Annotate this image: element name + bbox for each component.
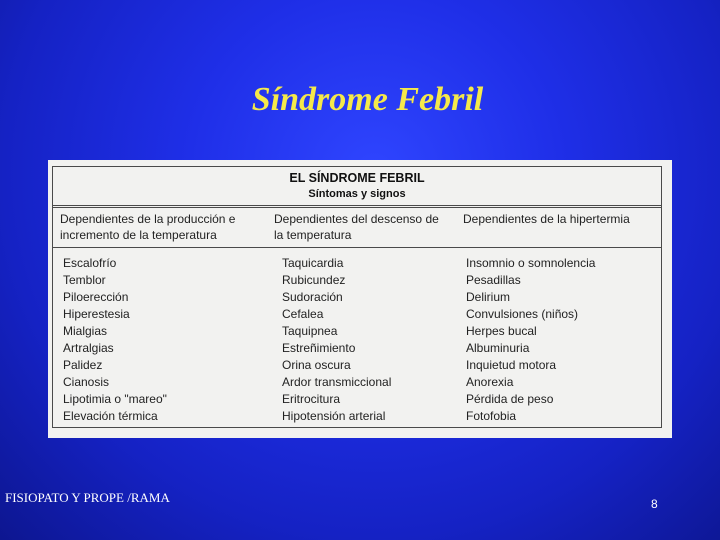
list-item: Escalofrío xyxy=(63,256,117,270)
list-item: Hipotensión arterial xyxy=(282,409,386,423)
table-divider xyxy=(53,205,661,206)
list-item: Ardor transmiccional xyxy=(282,375,392,389)
list-item: Hiperestesia xyxy=(63,307,130,321)
list-item: Pérdida de peso xyxy=(466,392,554,406)
table-divider xyxy=(53,247,661,248)
list-item: Piloerección xyxy=(63,290,129,304)
symptoms-table xyxy=(52,166,662,428)
list-item: Estreñimiento xyxy=(282,341,356,355)
list-item: Delirium xyxy=(466,290,511,304)
column-header-line: Dependientes de la hipertermia xyxy=(463,212,630,226)
column-header-descent xyxy=(274,211,439,243)
column-headers xyxy=(53,211,661,245)
symptoms-table-image xyxy=(48,160,672,438)
symptom-list-production xyxy=(63,255,167,425)
column-header-line: incremento de la temperatura xyxy=(60,228,217,242)
column-header-line: Dependientes de la producción e xyxy=(60,212,236,226)
list-item: Cefalea xyxy=(282,307,324,321)
list-item: Elevación térmica xyxy=(63,409,158,423)
symptom-list-descent xyxy=(282,255,391,425)
table-title: EL SÍNDROME FEBRIL xyxy=(289,171,425,185)
list-item: Temblor xyxy=(63,273,106,287)
list-item: Orina oscura xyxy=(282,358,351,372)
list-item: Artralgias xyxy=(63,341,114,355)
list-item: Herpes bucal xyxy=(466,324,537,338)
list-item: Cianosis xyxy=(63,375,110,389)
list-item: Albuminuria xyxy=(466,341,530,355)
symptom-list-hyperthermia xyxy=(466,255,595,425)
column-header-line: la temperatura xyxy=(274,228,352,242)
list-item: Eritrocitura xyxy=(282,392,341,406)
column-header-production xyxy=(60,211,235,243)
slide-title: Síndrome Febril xyxy=(251,81,484,118)
footer-text: FISIOPATO Y PROPE /RAMA xyxy=(5,490,170,505)
table-header xyxy=(53,167,661,205)
list-item: Taquicardia xyxy=(282,256,344,270)
list-item: Pesadillas xyxy=(466,273,521,287)
list-item: Mialgias xyxy=(63,324,108,338)
list-item: Inquietud motora xyxy=(466,358,557,372)
list-item: Taquipnea xyxy=(282,324,338,338)
list-item: Insomnio o somnolencia xyxy=(466,256,596,270)
page-number: 8 xyxy=(651,497,658,511)
list-item: Rubicundez xyxy=(282,273,346,287)
list-item: Anorexia xyxy=(466,375,514,389)
list-item: Convulsiones (niños) xyxy=(466,307,579,321)
list-item: Palidez xyxy=(63,358,103,372)
list-item: Lipotimia o "mareo" xyxy=(63,392,167,406)
list-item: Fotofobia xyxy=(466,409,517,423)
list-item: Sudoración xyxy=(282,290,343,304)
column-header-line: Dependientes del descenso de xyxy=(274,212,439,226)
column-header-hyperthermia xyxy=(463,211,630,227)
table-subtitle: Síntomas y signos xyxy=(308,188,406,200)
table-divider xyxy=(53,207,661,208)
